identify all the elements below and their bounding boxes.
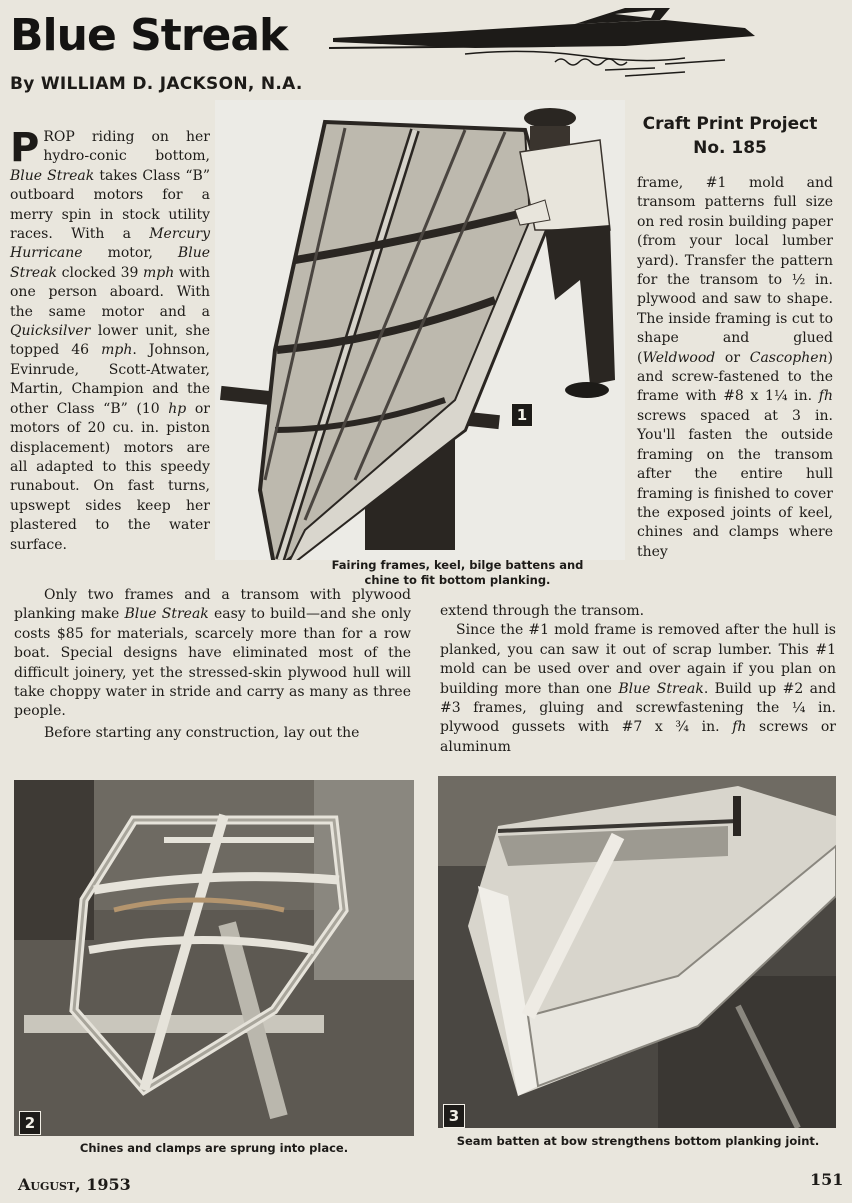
figure-2-caption: Chines and clamps are sprung into place.: [79, 1141, 349, 1155]
italic-text-run: mph: [143, 264, 175, 281]
figure-1-number: 1: [511, 403, 533, 427]
italic-text-run: Blue Streak: [10, 167, 95, 184]
article-title: Blue Streak: [10, 10, 288, 61]
text-run: motor,: [82, 245, 178, 262]
text-run: frame, #1 mold and transom patterns full size on red rosin building paper (from your local lumber yard). Transfer the pattern for the transom to ½ in. plywood and saw to shape. The inside framing is cut to shape and glued (: [637, 175, 833, 366]
text-run: ) and screw-fastened to the frame with #8 x 1¼ in.: [637, 349, 833, 405]
text-run: extend through the transom.: [440, 603, 645, 619]
middle-column: [440, 602, 836, 757]
paragraph-two: [14, 586, 411, 722]
italic-text-run: Weldwood: [642, 349, 716, 366]
craft-print-project-line1: Craft Print Project: [642, 114, 818, 134]
italic-text-run: Quicksilver: [10, 323, 91, 340]
text-run: or: [715, 349, 750, 366]
italic-text-run: Cascophen: [749, 349, 828, 366]
issue-date: August, 1953: [18, 1175, 131, 1194]
text-run: Since the #1 mold frame is removed after the hull is planked, you can saw it out of scrap lumber. This #1 mold can be used over and over again if you plan on building more than one: [440, 622, 836, 697]
craft-print-project-line2: No. 185: [693, 138, 767, 158]
text-run: with one person aboard. With the same motor and a: [10, 264, 210, 320]
left-column: [10, 125, 210, 555]
italic-text-run: Blue Streak: [10, 245, 210, 281]
middle-paragraph-one: [440, 602, 836, 621]
text-run: Only two frames and a transom with plywood planking make: [14, 587, 411, 623]
figure-3-caption: Seam batten at bow strengthens bottom planking joint.: [456, 1134, 820, 1148]
italic-text-run: fh: [732, 719, 747, 736]
italic-text-run: Mercury Hurricane: [10, 226, 210, 262]
text-run: screws spaced at 3 in. You'll fasten the outside framing on the transom after the entire hull framing is finished to cover the exposed joints of keel, chines and clamps where they: [637, 407, 833, 560]
speedboat-illustration: [325, 2, 765, 86]
italic-text-run: Blue Streak: [618, 680, 704, 697]
figure-2-number: 2: [19, 1111, 41, 1135]
text-run: clocked 39: [57, 264, 144, 281]
text-run: . Johnson, Evinrude, Scott-Atwater, Martin, Champion and the other Class “B” (10: [10, 342, 210, 417]
drop-cap: P: [10, 125, 40, 171]
byline: By WILLIAM D. JACKSON, N.A.: [10, 74, 303, 94]
text-run: takes Class “B” outboard motors for a merry spin in stock utility races. With a: [10, 167, 210, 243]
figure-3-number: 3: [443, 1104, 465, 1128]
text-run: ROP riding on her hydro-conic bottom,: [43, 129, 210, 165]
text-run: Before starting any construction, lay out the: [44, 724, 360, 741]
figure-1-photo: [215, 100, 625, 560]
middle-paragraph-two: [440, 621, 836, 757]
figure-2-photo: [14, 780, 414, 1136]
text-run: screws or aluminum: [440, 719, 836, 755]
italic-text-run: hp: [168, 400, 187, 417]
text-run: . Build up #2 and #3 frames, gluing and screwfastening the ¼ in. plywood gussets with #7 x ¾ in.: [440, 680, 836, 736]
page-number: 151: [810, 1170, 844, 1189]
intro-paragraph: [10, 125, 210, 555]
craft-print-project: [630, 112, 830, 160]
text-run: or motors of 20 cu. in. piston displacement) motors are all adapted to this speedy runabout. On fast turns, upswept sides keep her plastered to the water surface.: [10, 400, 210, 553]
right-paragraph: [637, 174, 833, 562]
italic-text-run: fh: [818, 388, 833, 405]
italic-text-run: mph: [101, 342, 133, 359]
figure-1-caption: Fairing frames, keel, bilge battens and chine to fit bottom planking.: [331, 558, 584, 587]
paragraph-three: [14, 724, 411, 743]
text-run: easy to build—and she only costs $85 for materials, scarcely more than for a row boat. Special designs have eliminated most of the difficult joinery, yet the stressed-skin plywood hull will take choppy water in stride and carry as many as three people.: [14, 606, 411, 720]
right-column: [637, 174, 833, 562]
text-run: lower unit, she topped 46: [10, 323, 210, 359]
left-lower-column: [14, 586, 411, 743]
italic-text-run: Blue Streak: [124, 606, 209, 623]
figure-3-photo: [438, 776, 836, 1128]
